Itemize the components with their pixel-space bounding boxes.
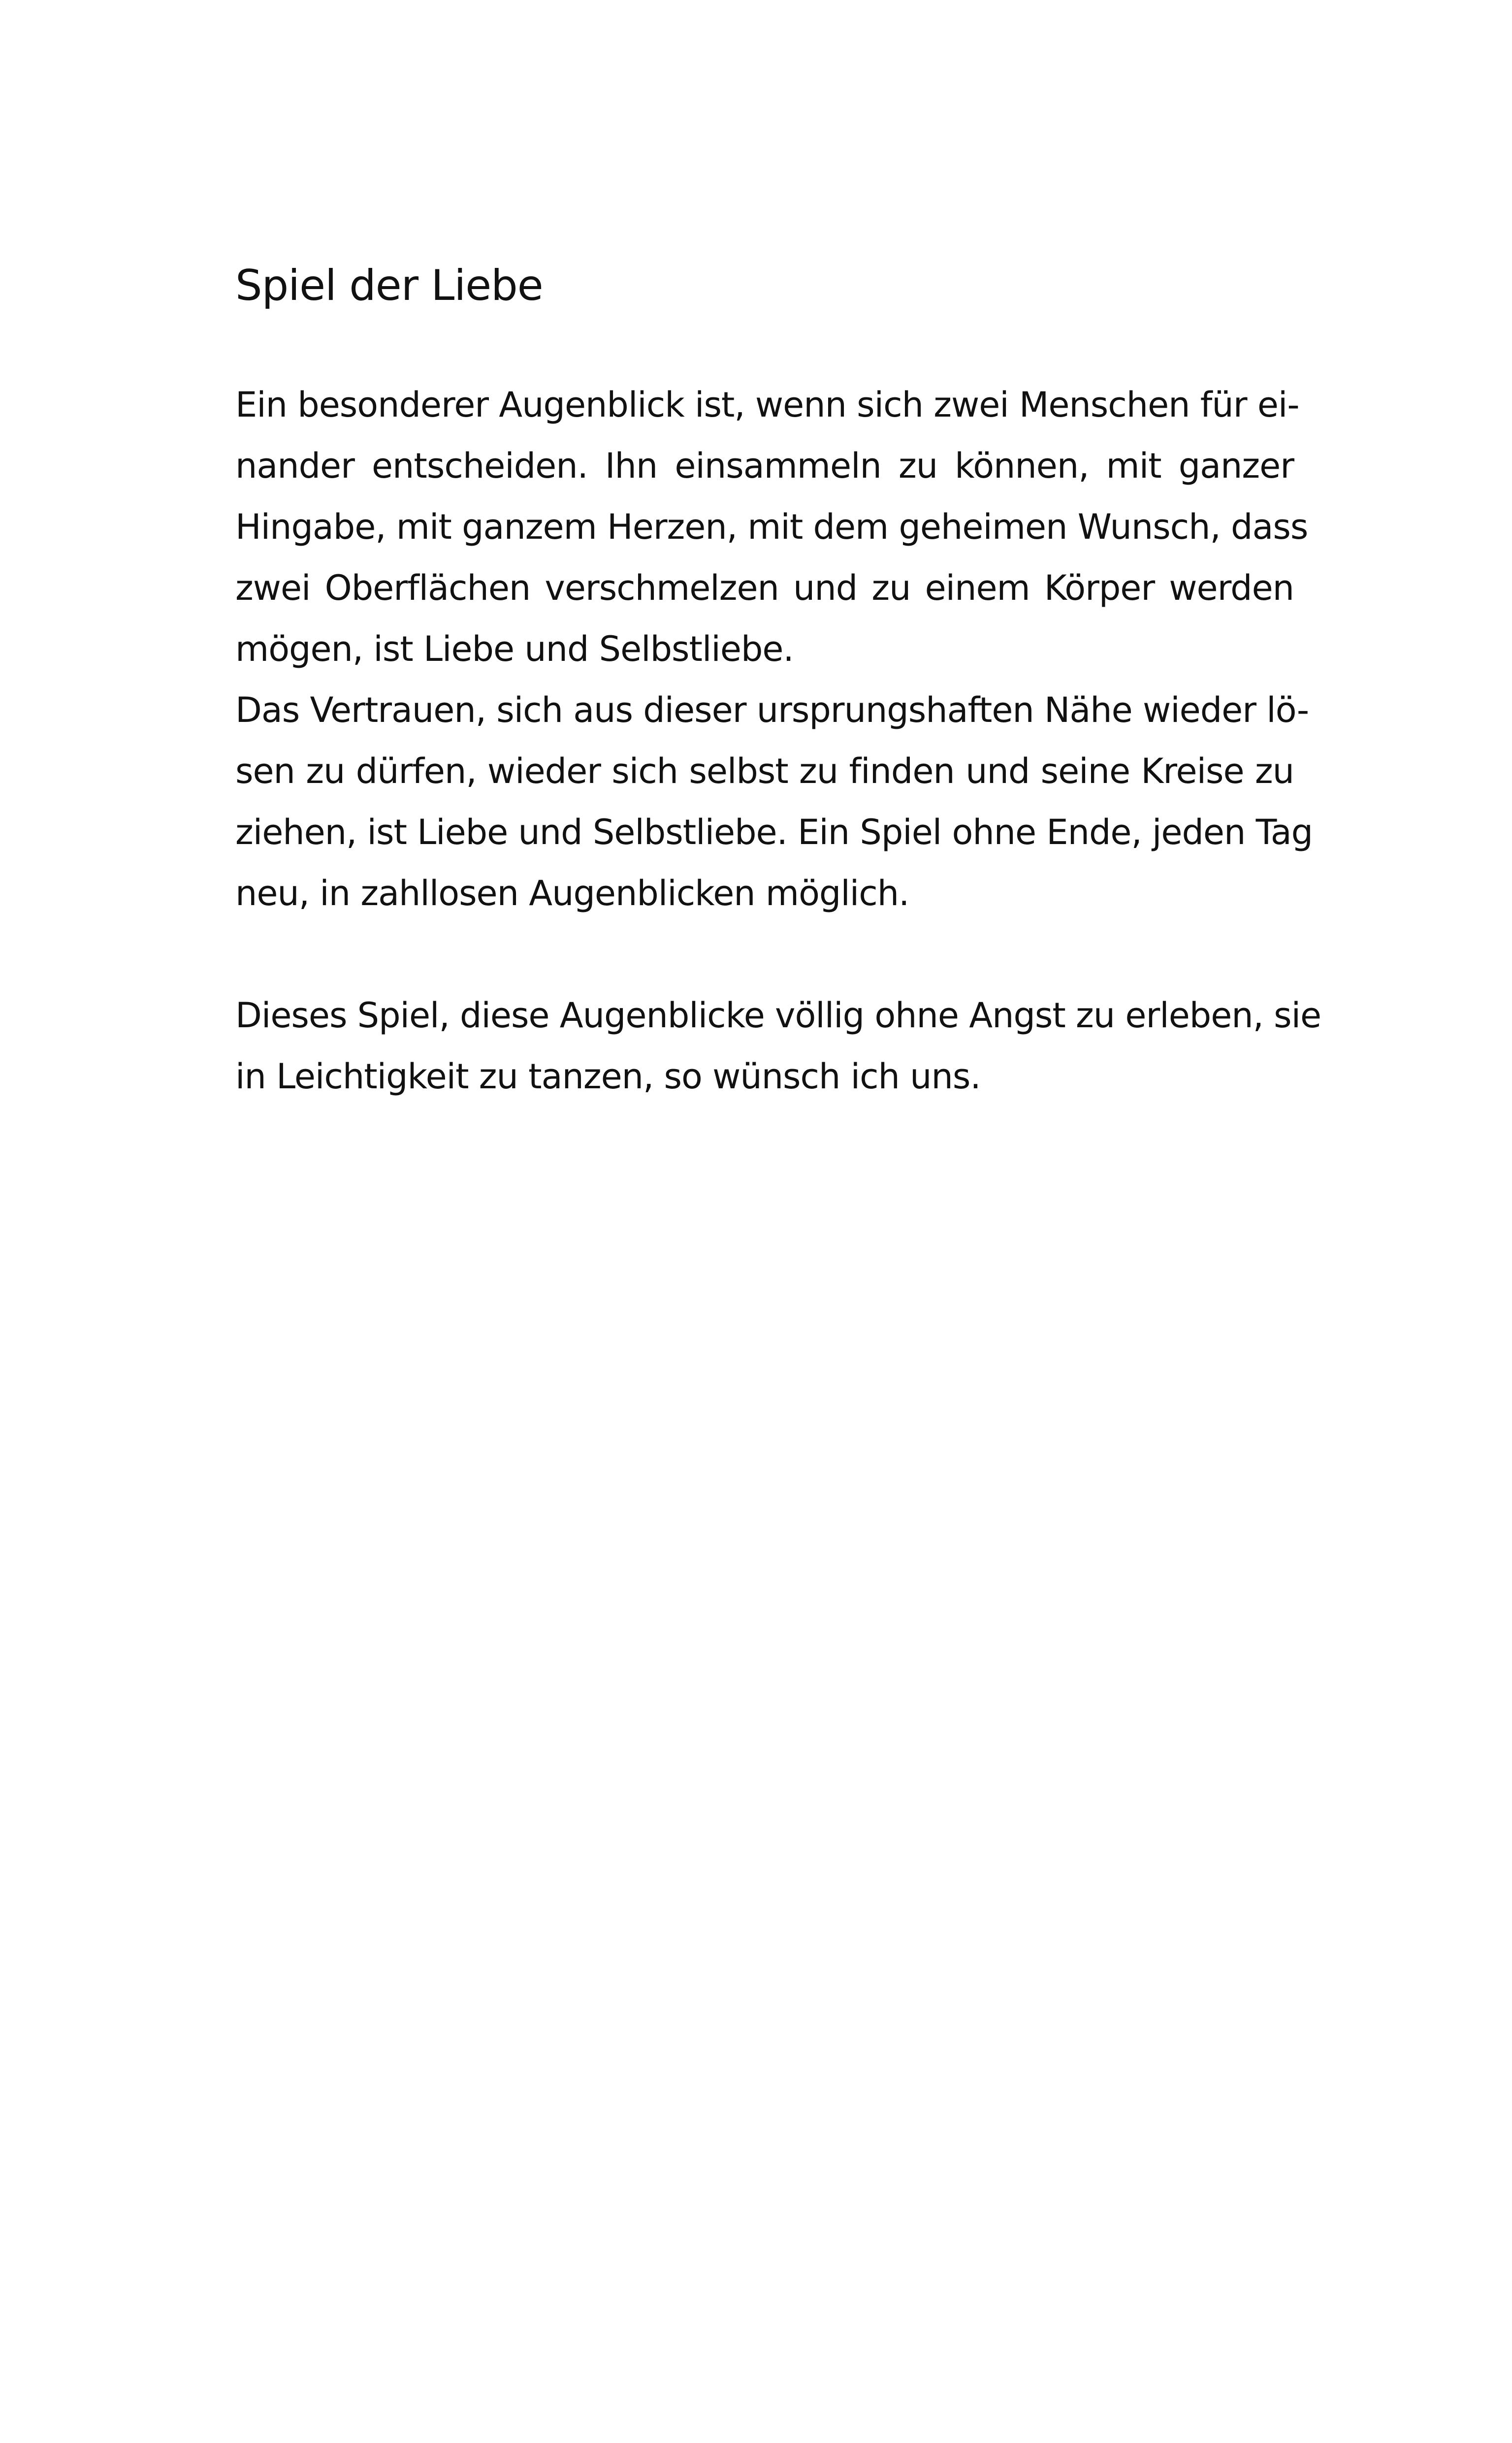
- document-body: [235, 246, 1321, 1107]
- text-line: in Leichtigkeit zu tanzen, so wünsch ich uns.: [235, 1056, 981, 1097]
- paragraph-1: [235, 374, 1308, 680]
- text-line: Hingabe, mit ganzem Herzen, mit dem geheimen Wunsch, dass: [235, 507, 1308, 547]
- page-title: Spiel der Liebe: [235, 261, 543, 310]
- text-line: ziehen, ist Liebe und Selbstliebe. Ein Spiel ohne Ende, jeden Tag: [235, 812, 1313, 852]
- paragraph-2: [235, 680, 1313, 924]
- text-line: neu, in zahllosen Augenblicken möglich.: [235, 873, 909, 913]
- text-line: Dieses Spiel, diese Augenblicke völlig ohne Angst zu erleben, sie: [235, 995, 1321, 1036]
- text-line: mögen, ist Liebe und Selbstliebe.: [235, 629, 794, 669]
- text-line: Ein besonderer Augenblick ist, wenn sich zwei Menschen für ei-: [235, 385, 1299, 425]
- text-line: Das Vertrauen, sich aus dieser ursprungshaften Nähe wieder lö-: [235, 690, 1309, 730]
- paragraph-spacer: [235, 924, 1294, 985]
- text-line: sen zu dürfen, wieder sich selbst zu finden und seine Kreise zu: [235, 751, 1294, 791]
- text-line: nander entscheiden. Ihn einsammeln zu können, mit ganzer: [235, 446, 1294, 486]
- text-line: zwei Oberflächen verschmelzen und zu einem Körper werden: [235, 568, 1294, 608]
- paragraph-3: [235, 985, 1321, 1107]
